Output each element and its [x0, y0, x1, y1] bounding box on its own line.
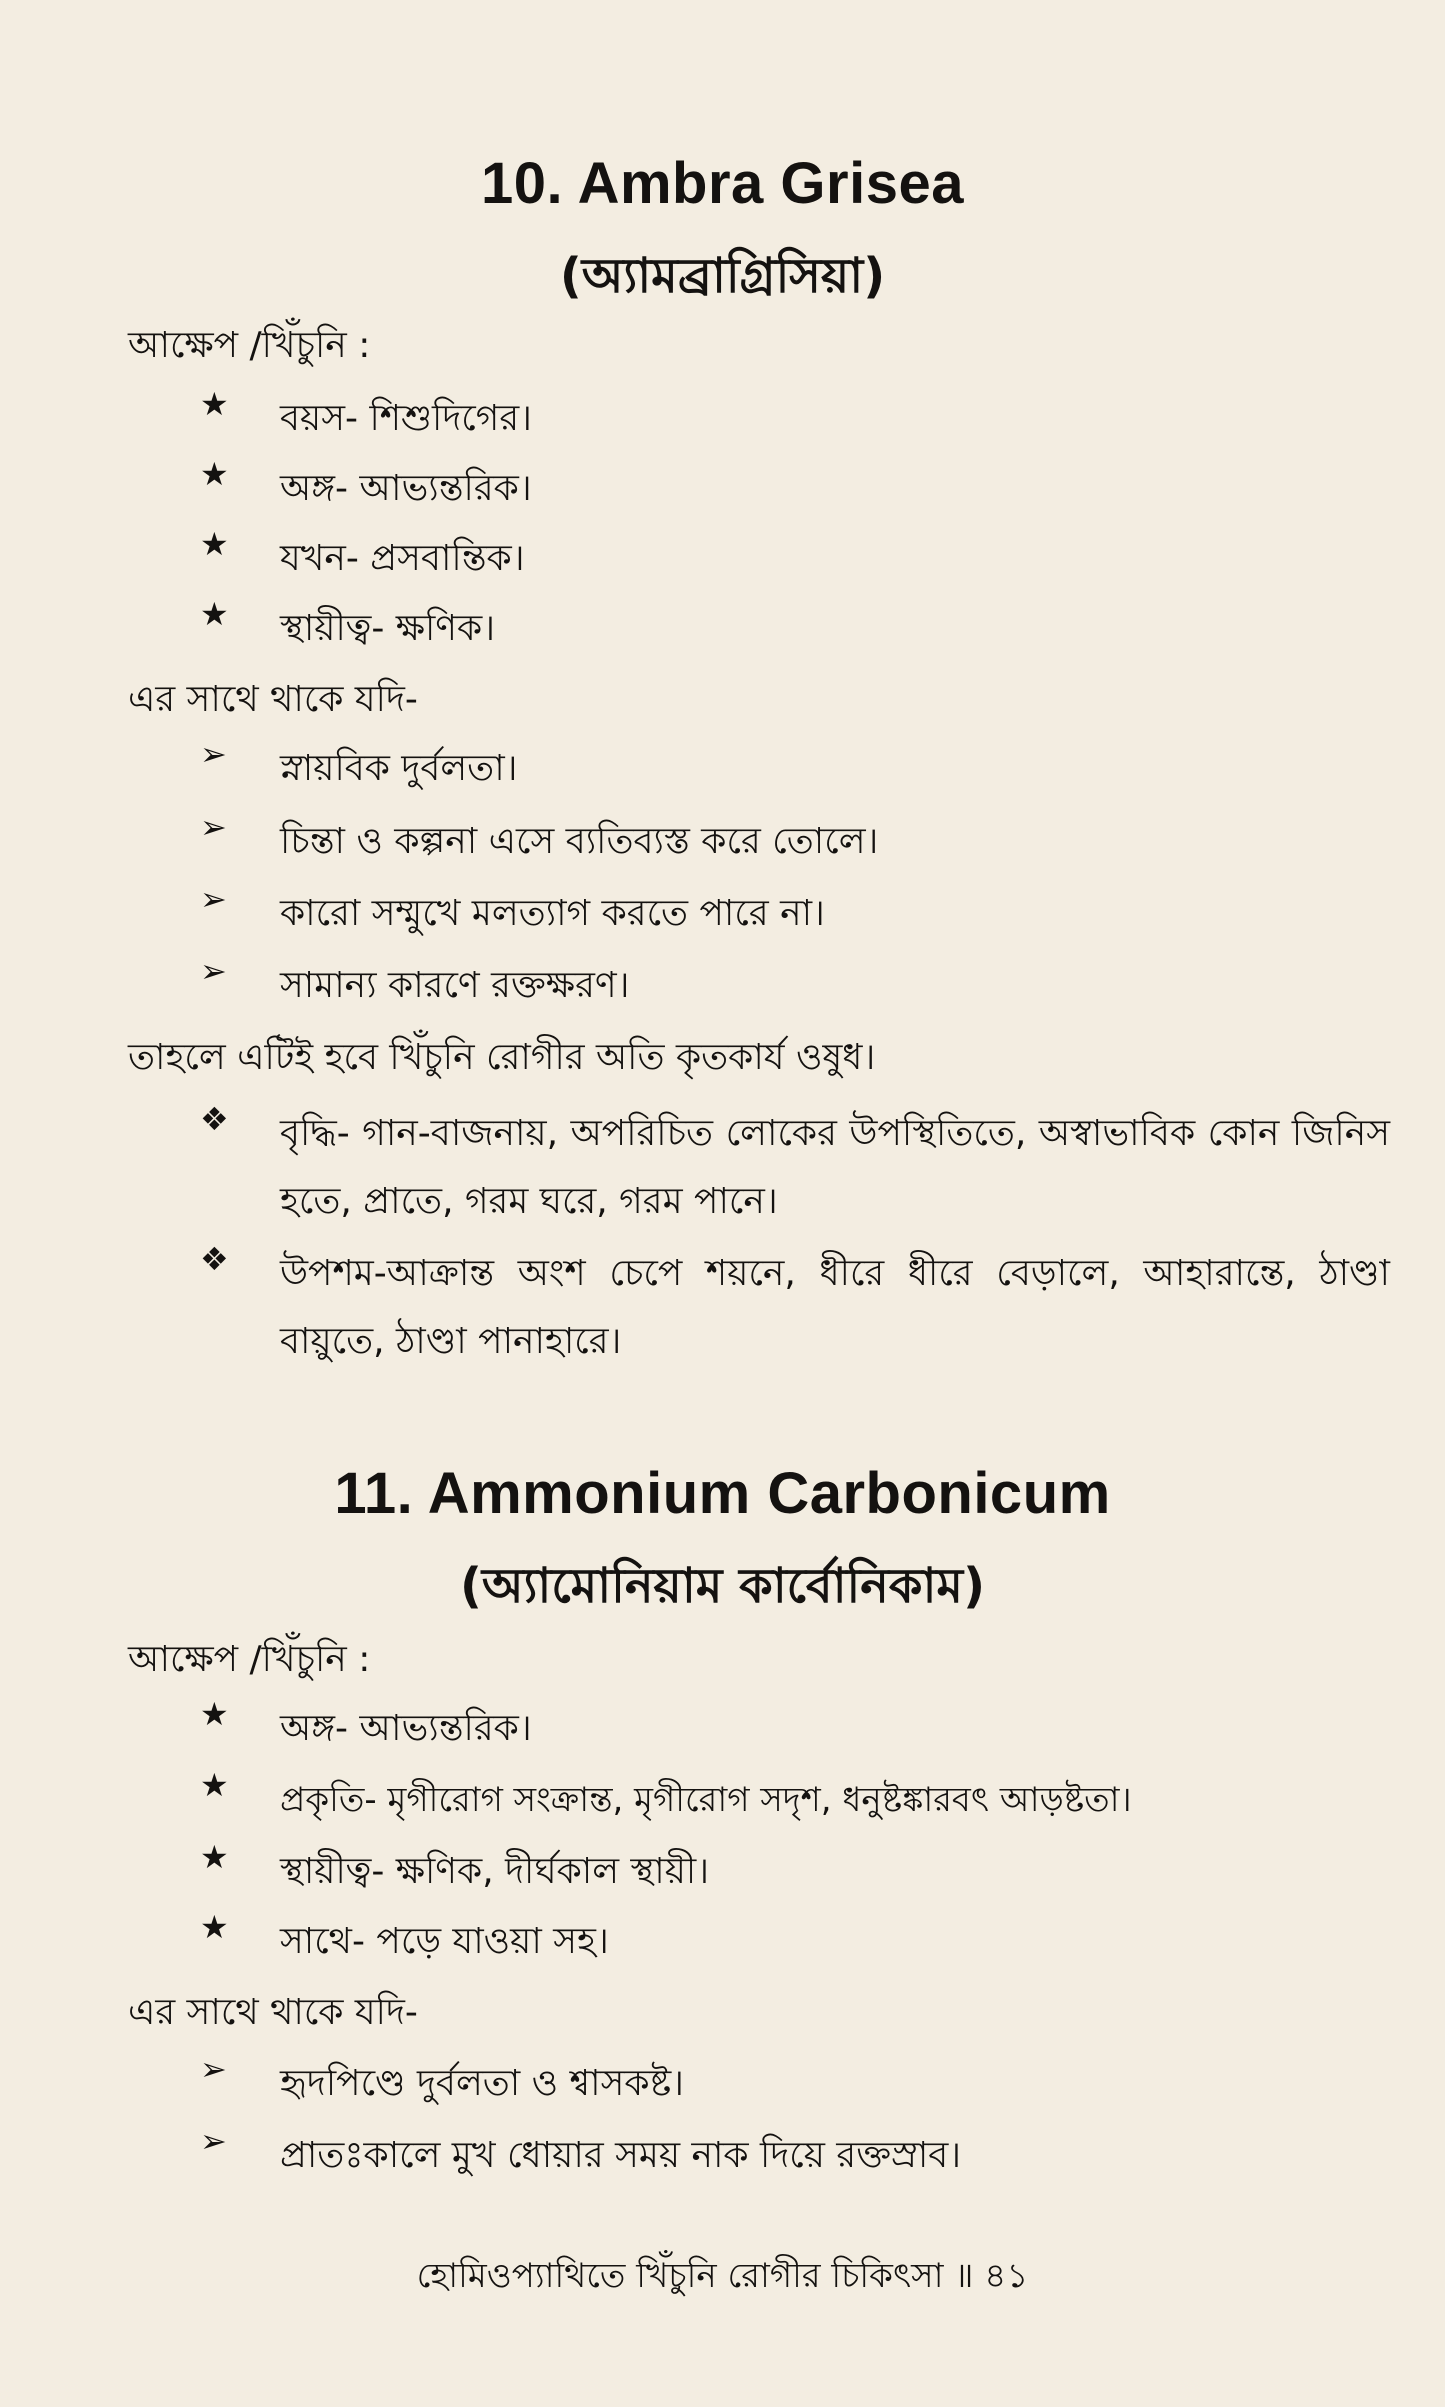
- list-item: ★ প্রকৃতি- মৃগীরোগ সংক্রান্ত, মৃগীরোগ সদৃশ, ধনুষ্টঙ্কারবৎ আড়ষ্টতা।: [200, 1766, 1132, 1820]
- arrow-bullet-icon: ➢: [200, 735, 227, 773]
- conclusion-text: তাহলে এটিই হবে খিঁচুনি রোগীর অতি কৃতকার্য ওষুধ।: [128, 1037, 876, 1078]
- list-item: ★ বয়স- শিশুদিগের।: [200, 385, 532, 439]
- list-item: ★ যখন- প্রসবান্তিক।: [200, 525, 525, 579]
- list-item: ➢ সামান্য কারণে রক্তক্ষরণ।: [200, 952, 630, 1006]
- list-item: ➢ চিন্তা ও কল্পনা এসে ব্যতিব্যস্ত করে তোলে।: [200, 808, 879, 862]
- spasm-heading: আক্ষেপ /খিঁচুনি :: [128, 325, 371, 366]
- star-bullet-icon: ★: [200, 455, 229, 493]
- arrow-bullet-icon: ➢: [200, 952, 227, 990]
- spasm-heading: আক্ষেপ /খিঁচুনি :: [128, 1639, 371, 1680]
- list-item: ➢ প্রাতঃকালে মুখ ধোয়ার সময় নাক দিয়ে রক্তস্রাব।: [200, 2122, 962, 2176]
- list-item: ➢ কারো সম্মুখে মলত্যাগ করতে পারে না।: [200, 880, 825, 934]
- list-item: ➢ হৃদপিণ্ডে দুর্বলতা ও শ্বাসকষ্ট।: [200, 2050, 685, 2104]
- section-title-bengali: (অ্যামোনিয়াম কার্বোনিকাম): [459, 1558, 986, 1614]
- list-item: ★ স্থায়ীত্ব- ক্ষণিক, দীর্ঘকাল স্থায়ী।: [200, 1838, 710, 1892]
- star-bullet-icon: ★: [200, 385, 229, 423]
- list-item: ❖ উপশম-আক্রান্ত অংশ চেপে শয়নে, ধীরে ধীরে বেড়ালে, আহারান্তে, ঠাণ্ডা বায়ুতে, ঠাণ্ডা পানাহারে।: [200, 1240, 1390, 1362]
- arrow-bullet-icon: ➢: [200, 808, 227, 846]
- list-item: ★ স্থায়ীত্ব- ক্ষণিক।: [200, 595, 496, 649]
- diamond-bullet-icon: ❖: [200, 1100, 229, 1138]
- star-bullet-icon: ★: [200, 1908, 229, 1946]
- section-title-bengali: (অ্যামব্রাগ্রিসিয়া): [559, 248, 886, 304]
- page-footer: হোমিওপ্যাথিতে খিঁচুনি রোগীর চিকিৎসা ॥ ৪১: [416, 2256, 1029, 2296]
- star-bullet-icon: ★: [200, 595, 229, 633]
- arrow-bullet-icon: ➢: [200, 880, 227, 918]
- arrow-bullet-icon: ➢: [200, 2122, 227, 2160]
- list-item: ★ অঙ্গ- আভ্যন্তরিক।: [200, 1695, 532, 1749]
- star-bullet-icon: ★: [200, 1766, 229, 1804]
- star-bullet-icon: ★: [200, 1838, 229, 1876]
- diamond-bullet-icon: ❖: [200, 1240, 229, 1278]
- list-item: ❖ বৃদ্ধি- গান-বাজনায়, অপরিচিত লোকের উপস্থিতিতে, অস্বাভাবিক কোন জিনিস হতে, প্রাতে, গরম ঘরে, গরম পানে।: [200, 1100, 1390, 1222]
- list-item: ★ অঙ্গ- আভ্যন্তরিক।: [200, 455, 532, 509]
- list-item: ➢ স্নায়বিক দুর্বলতা।: [200, 735, 518, 789]
- arrow-bullet-icon: ➢: [200, 2050, 227, 2088]
- list-item: ★ সাথে- পড়ে যাওয়া সহ।: [200, 1908, 609, 1962]
- with-heading: এর সাথে থাকে যদি-: [128, 1992, 418, 2033]
- with-heading: এর সাথে থাকে যদি-: [128, 679, 418, 720]
- section-title-english: 11. Ammonium Carbonicum: [334, 1461, 1111, 1526]
- star-bullet-icon: ★: [200, 1695, 229, 1733]
- star-bullet-icon: ★: [200, 525, 229, 563]
- section-title-english: 10. Ambra Grisea: [481, 151, 964, 216]
